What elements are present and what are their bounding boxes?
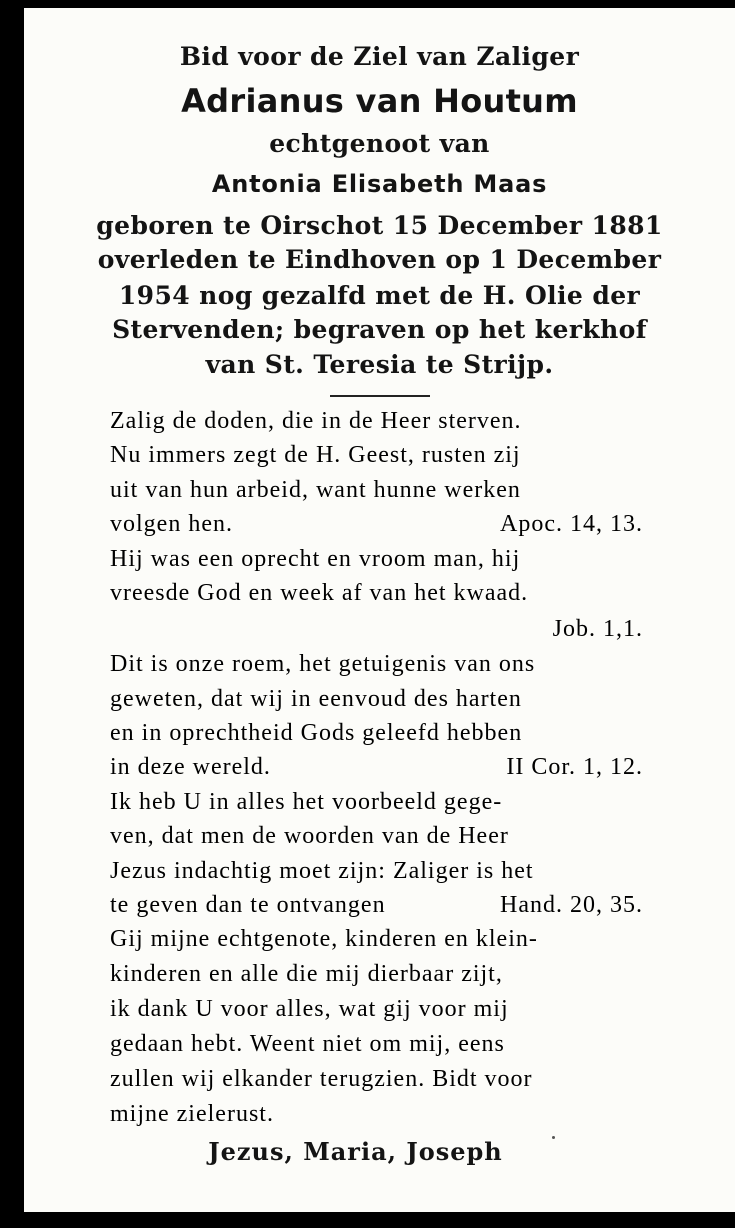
verse-text: volgen hen. [110,511,233,537]
verse-line: Jezus indachtig moet zijn: Zaliger is het [110,858,534,884]
verse-text: in deze wereld. [110,754,271,780]
verse-line: mijne zielerust. [110,1101,274,1127]
verse-line: Dit is onze roem, het getuigenis van ons [110,651,536,677]
birth-line: geboren te Oirschot 15 December 1881 [96,211,663,240]
spouse-intro: echtgenoot van [269,129,490,158]
spouse-name: Antonia Elisabeth Maas [211,170,548,198]
verse-line: Zalig de doden, die in de Heer sterven. [110,408,522,434]
closing-text: Jezus, Maria, Joseph [208,1137,503,1166]
prayer-request: Bid voor de Ziel van Zaliger [179,42,580,71]
death-line: overleden te Eindhoven op 1 December [97,245,662,274]
anointing-line: 1954 nog gezalfd met de H. Olie der [118,281,641,310]
verse-line: Hij was een oprecht en vroom man, hij [110,546,521,572]
black-border-left [0,0,24,1228]
verse-line: en in oprechtheid Gods geleefd hebben [110,720,523,746]
verse-citation: Job. 1,1. [552,616,643,642]
verse-line-with-citation [110,511,643,538]
verse-line-with-citation [110,892,643,919]
verse-line: geweten, dat wij in eenvoud des harten [110,686,522,712]
burial-place-line: van St. Teresia te Strijp. [205,350,554,379]
verse-citation: II Cor. 1, 12. [506,754,643,780]
verse-line-with-citation [110,754,643,781]
paper-speck [552,1136,555,1139]
verse-line: zullen wij elkander terugzien. Bidt voor [110,1066,533,1092]
verse-citation: Hand. 20, 35. [500,892,643,918]
verse-line: ven, dat men de woorden van de Heer [110,823,509,849]
divider-rule [330,395,430,397]
verse-line: Nu immers zegt de H. Geest, rusten zij [110,442,521,468]
verse-line: gedaan hebt. Weent niet om mij, eens [110,1031,505,1057]
black-border-bottom [0,1212,735,1228]
closing-invocation [0,1137,711,1166]
verse-text: te geven dan te ontvangen [110,892,386,918]
deceased-name: Adrianus van Houtum [181,82,578,120]
verse-citation: Apoc. 14, 13. [500,511,643,537]
verse-line: Gij mijne echtgenote, kinderen en klein- [110,926,538,952]
verse-line: uit van hun arbeid, want hunne werken [110,477,521,503]
verse-line: kinderen en alle die mij dierbaar zijt, [110,961,503,987]
verse-line: ik dank U voor alles, wat gij voor mij [110,996,509,1022]
verse-line: Ik heb U in alles het voorbeeld gege- [110,789,503,815]
burial-line: Stervenden; begraven op het kerkhof [112,315,647,344]
black-border-top [0,0,735,8]
verse-line: vreesde God en week af van het kwaad. [110,580,529,606]
